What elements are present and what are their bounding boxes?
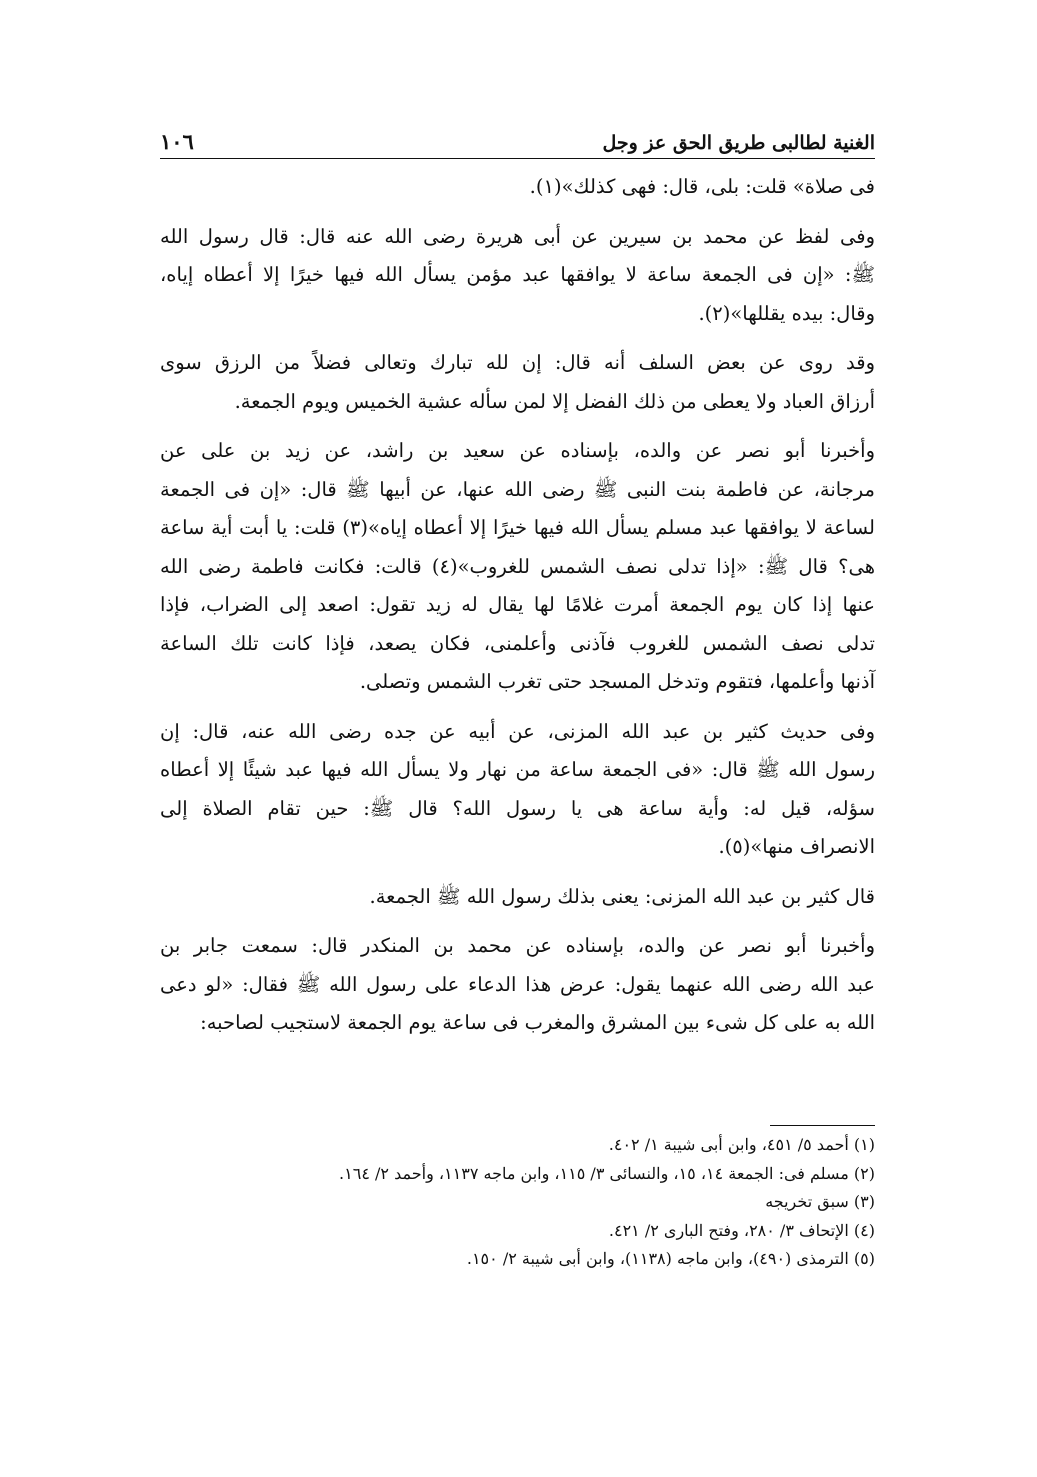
text-line: مرجانة، عن فاطمة بنت النبى ﷺ رضى الله عنها، عن أبيها ﷺ قال: «إن فى الجمعة [160,477,875,501]
text-line: وفى لفظ عن محمد بن سيرين عن أبى هريرة رضى الله عنه قال: قال رسول الله [160,224,875,248]
text-line: وفى حديث كثير بن عبد الله المزنى، عن أبيه عن جده رضى الله عنه، قال: إن [160,719,875,743]
text-line: الانصراف منها»(٥). [718,835,875,858]
text-line: قال كثير بن عبد الله المزنى: يعنى بذلك رسول الله ﷺ الجمعة. [369,884,875,908]
text-line: وقال: بيده يقللها»(٢). [698,301,875,325]
footnotes [160,1131,875,1274]
page-number: ١٠٦ [160,129,194,154]
main-text [160,168,875,1043]
header-rule [160,158,875,159]
footnote-rule [770,1125,875,1126]
footnote-item: (٤) الإتحاف ٣/ ٢٨٠، وفتح البارى ٢/ ٤٢١. [608,1220,875,1240]
text-line: عبد الله رضى الله عنهما يقول: عرض هذا الدعاء على رسول الله ﷺ فقال: «لو دعى [160,972,875,996]
text-line: ﷺ: «إن فى الجمعة ساعة لا يوافقها عبد مؤمن يسأل الله فيها خيرًا إلا أعطاه إياه، [160,263,875,286]
text-line: الله به على كل شىء بين المشرق والمغرب فى ساعة يوم الجمعة لاستجيب لصاحبه: [200,1011,875,1034]
paragraph [160,927,875,1043]
text-line: رسول الله ﷺ قال: «فى الجمعة ساعة من نهار ولا يسأل الله فيها عبد شيئًا إلا أعطاه [160,758,875,781]
running-title: الغنية لطالبى طريق الحق عز وجل [602,132,875,154]
text-line: وقد روى عن بعض السلف أنه قال: إن لله تبارك وتعالى فضلاً من الرزق سوى [160,351,875,374]
text-line: أرزاق العباد ولا يعطى من ذلك الفضل إلا لمن سأله عشية الخميس ويوم الجمعة. [234,389,875,413]
footnote-item: (٢) مسلم فى: الجمعة ١٤، ١٥، والنسائى ٣/ ١١٥، وابن ماجه ١١٣٧، وأحمد ٢/ ١٦٤. [339,1163,875,1183]
paragraph [160,878,875,917]
text-line: وأخبرنا أبو نصر عن والده، بإسناده عن محمد بن المنكدر قال: سمعت جابر بن [160,934,875,957]
text-line: سؤله، قيل له: وأية ساعة هى يا رسول الله؟ قال ﷺ: حين تقام الصلاة إلى [160,796,875,820]
footnote-item: (٥) الترمذى (٤٩٠)، وابن ماجه (١١٣٨)، وابن أبى شيبة ٢/ ١٥٠. [466,1249,875,1268]
paragraph [160,218,875,334]
text-line: فى صلاة» قلت: بلى، قال: فهى كذلك»(١). [529,175,875,198]
paragraph [160,168,875,207]
footnote-item: (٣) سبق تخريجه [765,1192,875,1211]
paragraph [160,344,875,421]
footnote-item: (١) أحمد ٥/ ٤٥١، وابن أبى شيبة ١/ ٤٠٢. [608,1135,875,1154]
text-line: لساعة لا يوافقها عبد مسلم يسأل الله فيها خيرًا إلا أعطاه إياه»(٣) قلت: يا أبت أية ساعة [160,516,875,539]
paragraph [160,713,875,867]
text-line: عنها إذا كان يوم الجمعة أمرت غلامًا لها يقال له زيد تقول: اصعد إلى الضراب، فإذا [160,593,875,616]
text-line: آذنها وأعلمها، فتقوم وتدخل المسجد حتى تغرب الشمس وتصلى. [359,670,875,693]
page-header [160,120,875,154]
text-line: تدلى نصف الشمس للغروب فآذنى وأعلمنى، فكان يصعد، فإذا كانت تلك الساعة [160,631,875,655]
paragraph [160,432,875,702]
text-line: هى؟ قال ﷺ: «إذا تدلى نصف الشمس للغروب»(٤) قالت: فكانت فاطمة رضى الله [160,554,875,578]
text-line: وأخبرنا أبو نصر عن والده، بإسناده عن سعيد بن راشد، عن زيد بن على عن [160,439,875,462]
